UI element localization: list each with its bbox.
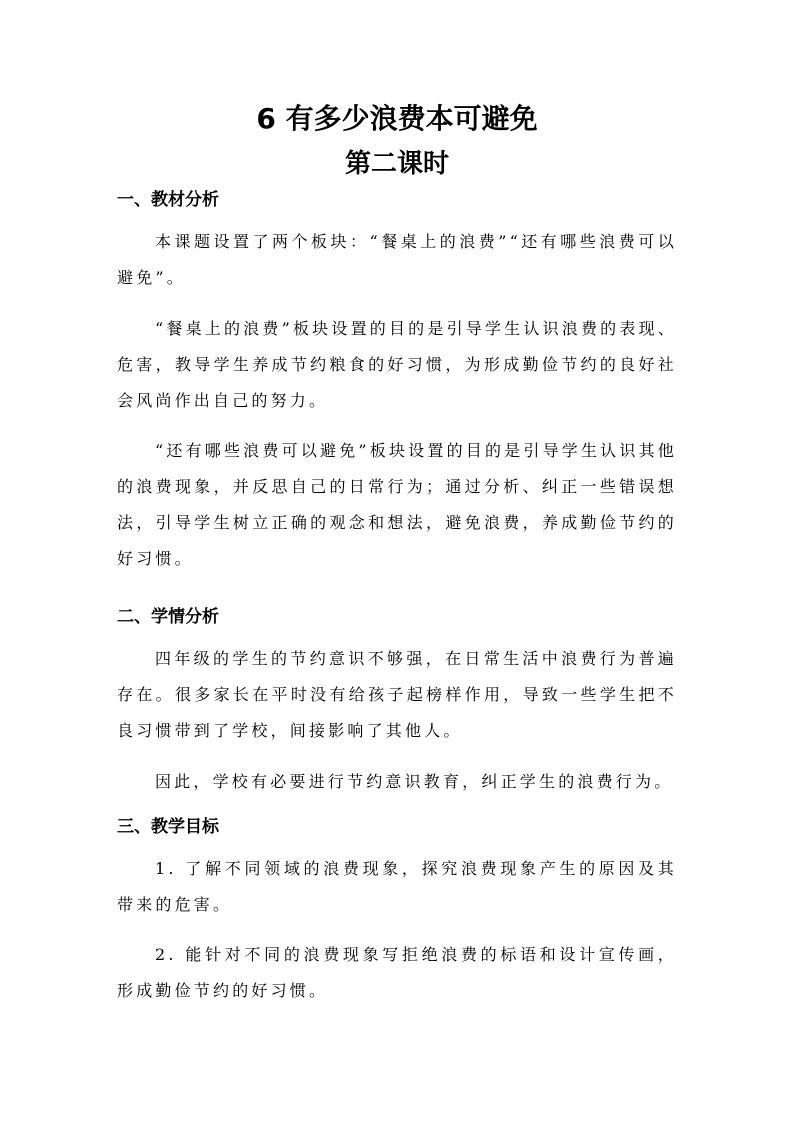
section-heading-student-analysis: 二、学情分析 bbox=[117, 607, 219, 627]
paragraph: “还有哪些浪费可以避免”板块设置的目的是引导学生认识其他的浪费现象，并反思自己的日常行为；通过分析、纠正一些错误想法，引导学生树立正确的观念和想法，避免浪费，养成勤俭节约的好习惯。 bbox=[117, 441, 677, 568]
lesson-subtitle: 第二课时 bbox=[344, 149, 449, 179]
paragraph: 四年级的学生的节约意识不够强，在日常生活中浪费行为普遍存在。很多家长在平时没有给孩子起榜样作用，导致一些学生把不良习惯带到了学校，间接影响了其他人。 bbox=[117, 649, 677, 740]
section-heading-textbook-analysis: 一、教材分析 bbox=[117, 190, 219, 210]
document-title: 6 有多少浪费本可避免 bbox=[256, 102, 538, 135]
section-heading-teaching-goals: 三、教学目标 bbox=[117, 817, 219, 837]
goal-item: 1. 了解不同领域的浪费现象，探究浪费现象产生的原因及其带来的危害。 bbox=[117, 859, 677, 914]
paragraph: “餐桌上的浪费”板块设置的目的是引导学生认识浪费的表现、危害，教导学生养成节约粮食的好习惯，为形成勤俭节约的良好社会风尚作出自己的努力。 bbox=[117, 319, 677, 410]
paragraph: 因此，学校有必要进行节约意识教育，纠正学生的浪费行为。 bbox=[155, 772, 674, 791]
goal-item: 2. 能针对不同的浪费现象写拒绝浪费的标语和设计宣传画，形成勤俭节约的好习惯。 bbox=[117, 945, 677, 1000]
paragraph: 本课题设置了两个板块：“餐桌上的浪费”“还有哪些浪费可以避免”。 bbox=[117, 232, 677, 287]
